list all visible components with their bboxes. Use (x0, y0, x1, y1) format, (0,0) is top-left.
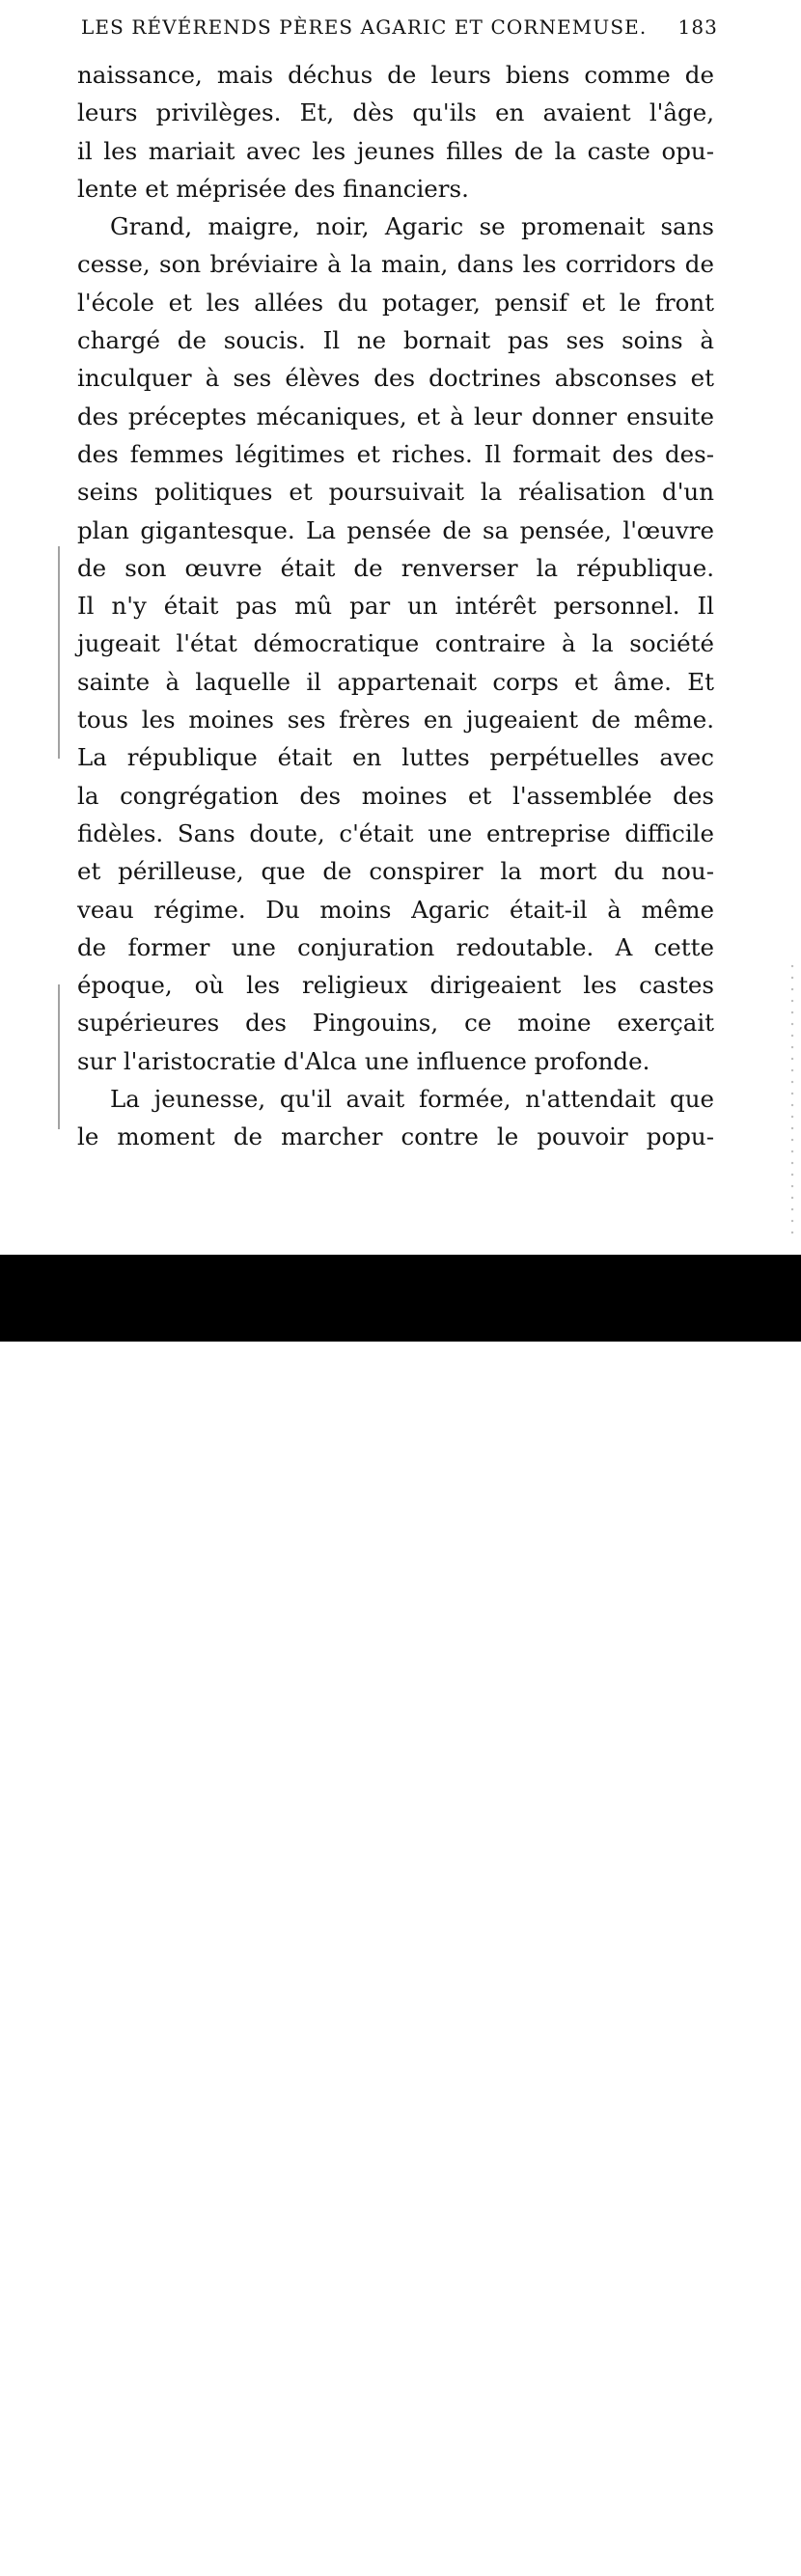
text-line: Il n'y était pas mû par un intérêt personnel. Il (77, 592, 714, 621)
text-line: époque, où les religieux dirigeaient les castes (77, 971, 714, 1000)
alamy-logo: alamy (21, 2527, 160, 2576)
text-line: tous les moines ses frères en jugeaient de même. (77, 706, 714, 734)
watermark-banner (0, 1255, 801, 2576)
scan-noise-dots (786, 960, 799, 1240)
text-line: de former une conjuration redoutable. A cette (77, 932, 714, 961)
text-line: supérieures des Pingouins, ce moine exerçait (77, 1009, 714, 1038)
text-line: de son œuvre était de renverser la république. (77, 553, 714, 582)
text-line: naissance, mais déchus de leurs biens comme de (77, 61, 714, 89)
running-head-title: LES RÉVÉRENDS PÈRES AGARIC ET CORNEMUSE. (81, 15, 648, 39)
running-head (81, 15, 718, 39)
image-id: P90A2D (722, 2525, 780, 2542)
text-line: leurs privilèges. Et, dès qu'ils en avaient l'âge, (77, 98, 714, 127)
text-line: et périlleuse, que de conspirer la mort du nou- (77, 857, 714, 886)
text-line: la congrégation des moines et l'assemblée des (77, 781, 714, 810)
text-line: des préceptes mécaniques, et à leur donner ensuite (77, 402, 714, 430)
text-line: La jeunesse, qu'il avait formée, n'attendait que (110, 1085, 714, 1114)
text-line: lente et méprisée des financiers. (77, 174, 469, 203)
text-line: fidèles. Sans doute, c'était une entreprise difficile (77, 818, 714, 847)
text-line: des femmes légitimes et riches. Il formait des des- (77, 439, 714, 468)
text-line: sur l'aristocratie d'Alca une influence profonde. (77, 1046, 650, 1075)
text-line: chargé de soucis. Il ne bornait pas ses soins à (77, 326, 714, 355)
text-line: seins politiques et poursuivait la réalisation d'un (77, 478, 714, 507)
text-line: cesse, son bréviaire à la main, dans les corridors de (77, 250, 714, 279)
brand-url: www.alamy.com (663, 2556, 780, 2573)
margin-pencil-mark (58, 546, 60, 759)
text-line: sainte à laquelle il appartenait corps et âme. Et (77, 667, 714, 696)
text-line: jugeait l'état démocratique contraire à la société (77, 629, 714, 658)
book-page (0, 0, 801, 1255)
page-number: 183 (677, 15, 718, 39)
text-line: l'école et les allées du potager, pensif et le front (77, 288, 714, 317)
text-line: le moment de marcher contre le pouvoir popu- (77, 1122, 714, 1151)
margin-pencil-mark (58, 984, 60, 1129)
text-line: il les mariait avec les jeunes filles de la caste opu- (77, 136, 714, 165)
body-text (77, 56, 714, 1156)
text-line: Grand, maigre, noir, Agaric se promenait sans (110, 212, 714, 241)
text-line: inculquer à ses élèves des doctrines absconses et (77, 364, 714, 393)
text-line: veau régime. Du moins Agaric était-il à même (77, 895, 714, 924)
text-line: plan gigantesque. La pensée de sa pensée, l'œuvre (77, 515, 714, 544)
text-line: La république était en luttes perpétuelles avec (77, 743, 714, 772)
